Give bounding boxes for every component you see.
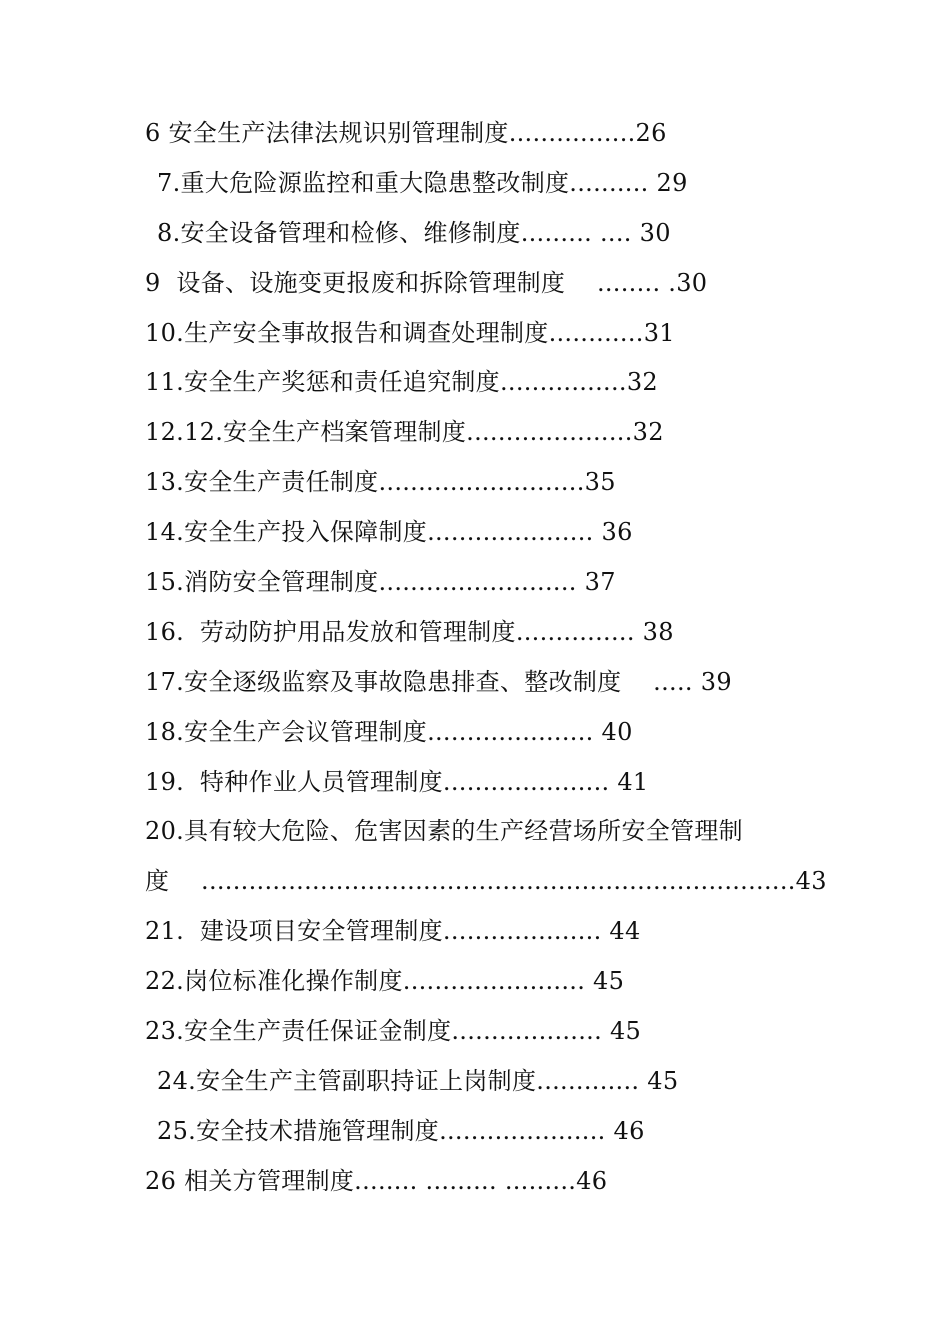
toc-entry-11 [145,362,950,412]
toc-entry-7 [157,163,950,213]
toc-entry-13 [145,462,950,512]
toc-entry-text: 24.安全生产主管副职持证上岗制度............. 45 [157,1066,679,1095]
toc-entry-text: 11.安全生产奖惩和责任追究制度................32 [145,368,658,397]
toc-entry-text: 18.安全生产会议管理制度..................... 40 [145,717,633,746]
toc-entry-text: 度 ...........................................................................43 [145,867,827,896]
toc-entry-8 [157,213,950,263]
toc-entry-12 [145,412,950,462]
toc-entry-16 [145,612,950,662]
toc-entry-text: 7.重大危险源监控和重大隐患整改制度.......... 29 [157,168,688,197]
toc-entry-15 [145,562,950,612]
toc-entry-text: 14.安全生产投入保障制度..................... 36 [145,518,633,547]
toc-entry-21 [145,911,950,961]
toc-entry-6 [145,113,950,163]
toc-entry-18 [145,712,950,762]
toc-entry-26 [145,1161,950,1211]
toc-entry-23 [145,1011,950,1061]
toc-entry-text: 19. 特种作业人员管理制度..................... 41 [145,767,649,796]
toc-entry-text: 6 安全生产法律法规识别管理制度................26 [145,119,667,147]
toc-entry-text: 23.安全生产责任保证金制度................... 45 [145,1017,642,1046]
toc-entry-text: 26 相关方管理制度........ ......... .........46 [145,1166,608,1195]
toc-entry-20-continued [145,861,950,911]
toc-entry-19 [145,762,950,812]
toc-entry-25 [157,1111,950,1161]
toc-entry-text: 9 设备、设施变更报废和拆除管理制度 ........ .30 [145,268,708,297]
toc-entry-text: 16. 劳动防护用品发放和管理制度............... 38 [145,617,674,646]
toc-entry-9 [145,263,950,313]
toc-entry-text: 20.具有较大危险、危害因素的生产经营场所安全管理制 [145,817,743,846]
toc-entry-14 [145,512,950,562]
toc-entry-text: 13.安全生产责任制度..........................35 [145,468,616,497]
toc-entry-text: 12.12.安全生产档案管理制度.....................32 [145,418,664,447]
toc-entry-text: 15.消防安全管理制度......................... 37 [145,568,616,597]
toc-entry-10 [145,313,950,363]
table-of-contents [0,113,950,1211]
toc-entry-24 [157,1061,950,1111]
toc-entry-17 [145,662,950,712]
toc-entry-text: 21. 建设项目安全管理制度.................... 44 [145,917,641,946]
toc-entry-text: 22.岗位标准化操作制度....................... 45 [145,967,625,996]
toc-entry-text: 8.安全设备管理和检修、维修制度......... .... 30 [157,218,671,247]
toc-entry-22 [145,961,950,1011]
toc-entry-text: 17.安全逐级监察及事故隐患排查、整改制度 ..... 39 [145,667,732,696]
toc-entry-20 [145,811,950,861]
toc-entry-text: 10.生产安全事故报告和调查处理制度............31 [145,318,675,347]
toc-entry-text: 25.安全技术措施管理制度..................... 46 [157,1116,645,1145]
